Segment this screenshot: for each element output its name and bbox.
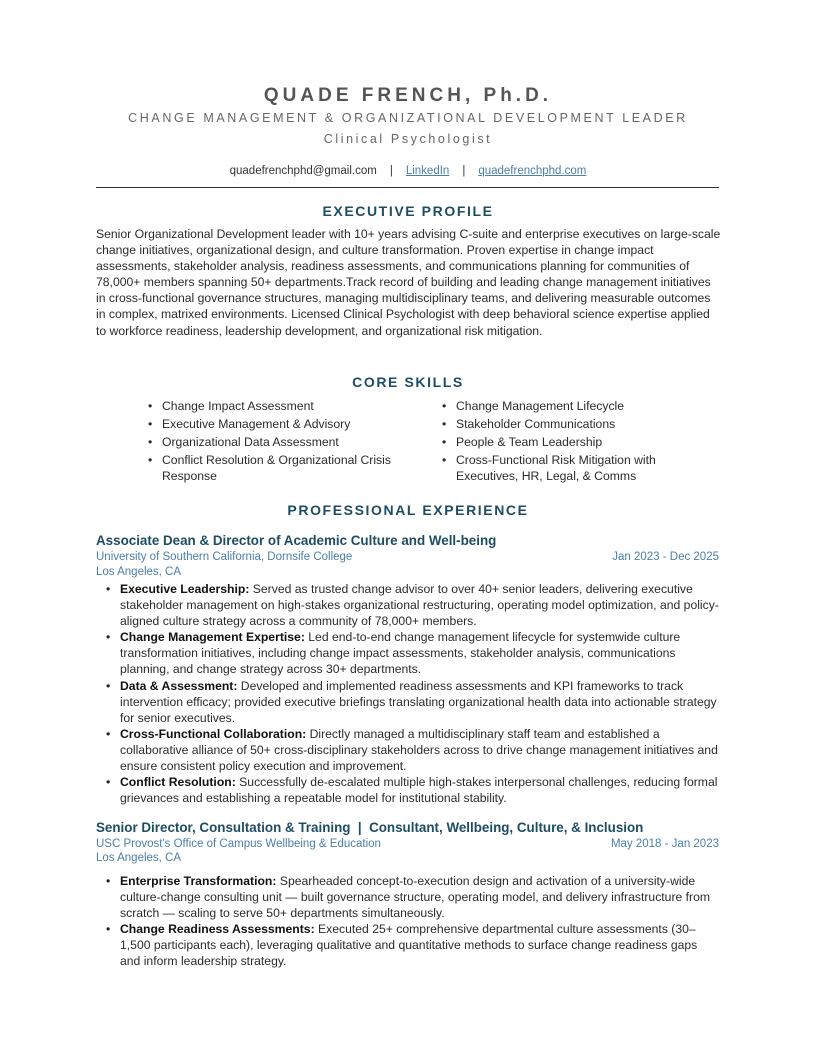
professional-headline: CHANGE MANAGEMENT & ORGANIZATIONAL DEVELOPMENT LEADER <box>128 111 688 125</box>
executive-profile-heading: EXECUTIVE PROFILE <box>322 203 494 219</box>
skill-item: • Cross-Functional Risk Mitigation with Executives, HR, Legal, & Comms <box>442 452 707 484</box>
bullet-label: Executive Leadership: <box>120 582 250 596</box>
header-divider <box>96 187 719 188</box>
candidate-name: QUADE FRENCH, Ph.D. <box>263 85 553 106</box>
bullet-text: Executed 25+ comprehensive departmental culture assessments (30–1,500 participants each), leveraging qualitative and quantitative methods to surface change readiness gaps and inform leadership strategy. <box>120 922 698 969</box>
skill-item: • Conflict Resolution & Organizational Crisis Response <box>148 452 398 484</box>
email-address: quadefrenchphd@gmail.com <box>229 165 377 177</box>
professional-subtitle: Clinical Psychologist <box>323 132 493 146</box>
bullet-label: Data & Assessment: <box>120 678 238 693</box>
contact-separator: | <box>389 165 393 177</box>
job-bullet <box>120 726 720 774</box>
skill-item: • Change Management Lifecycle <box>442 398 707 414</box>
job-location: Los Angeles, CA <box>96 852 182 864</box>
skill-item: • People & Team Leadership <box>442 434 707 450</box>
job-organization: University of Southern California, Dornsife College <box>96 551 353 563</box>
bullet-text: Served as trusted change advisor to over 40+ senior leaders, delivering executive stakeholder management on high-stakes organizational restructuring, operating model optimization, and policy-aligned culture strategy across a community of 78,000+ members. <box>120 582 719 629</box>
bullet-label: Cross-Functional Collaboration: <box>120 726 307 741</box>
job-dates: May 2018 - Jan 2023 <box>610 838 719 850</box>
bullet-text: Developed and implemented readiness assessments and KPI frameworks to track intervention efficacy; provided executive briefings translating organizational health data into actionable strategy for senior executives. <box>120 678 717 725</box>
skill-item: • Stakeholder Communications <box>442 416 707 432</box>
job-bullet <box>120 581 720 629</box>
bullet-label: Change Management Expertise: <box>120 630 305 645</box>
core-skills-left-list <box>148 398 398 486</box>
contact-line <box>0 165 816 177</box>
job-bullet <box>120 678 720 726</box>
job-organization: USC Provost's Office of Campus Wellbeing & Education <box>96 838 381 850</box>
job-location: Los Angeles, CA <box>96 566 182 578</box>
contact-separator: | <box>462 165 466 177</box>
job-bullet <box>120 873 720 921</box>
job-dates: Jan 2023 - Dec 2025 <box>612 551 719 563</box>
job-bullet-list <box>120 581 720 806</box>
bullet-text: Successfully de-escalated multiple high-stakes interpersonal challenges, reducing formal grievances and establishing a repeatable model for institutional stability. <box>120 775 718 806</box>
skill-item: • Executive Management & Advisory <box>148 416 398 432</box>
core-skills-right-list <box>442 398 707 486</box>
executive-profile-text: Senior Organizational Development leader with 10+ years advising C-suite and enterprise executives on large-scale change initiatives, organizational design, and culture transformation. Proven expertise in change impact assessments, stakeholder analysis, readiness assessments, and communications planning for communities of 78,000+ members spanning 50+ departments.Track record of building and leading change management initiatives in cross-functional governance structures, managing multidisciplinary teams, and delivering measurable outcomes in complex, matrixed environments. Licensed Clinical Psychologist with deep behavioral science expertise applied to workforce readiness, leadership development, and organizational risk mitigation. <box>96 227 721 338</box>
bullet-text: Spearheaded concept-to-execution design and activation of a university-wide culture-change consulting unit — built governance structure, operating model, and delivery infrastructure from scratch — scaling to serve 50+ departments simultaneously. <box>120 874 711 921</box>
job-bullet <box>120 629 720 677</box>
professional-experience-heading: PROFESSIONAL EXPERIENCE <box>287 502 529 518</box>
website-link[interactable]: quadefrenchphd.com <box>478 165 587 177</box>
job-title: Associate Dean & Director of Academic Culture and Well-being <box>96 533 497 548</box>
skill-item: • Organizational Data Assessment <box>148 434 398 450</box>
bullet-text: Led end-to-end change management lifecycle for systemwide culture transformation initiatives, including change impact assessments, stakeholder analysis, communications planning, and change strategy across 30+ departments. <box>120 630 681 677</box>
core-skills-heading: CORE SKILLS <box>352 374 464 390</box>
job-bullet-list <box>120 873 720 970</box>
skill-item: • Change Impact Assessment <box>148 398 398 414</box>
linkedin-link[interactable]: LinkedIn <box>405 165 450 177</box>
bullet-label: Change Readiness Assessments: <box>120 922 315 937</box>
bullet-text: Directly managed a multidisciplinary staff team and established a collaborative alliance of 50+ cross-disciplinary stakeholders across to drive change management initiatives and ensure consistent policy execution and improvement. <box>120 726 718 774</box>
job-title: Senior Director, Consultation & Training | Consultant, Wellbeing, Culture, & Inclusion <box>96 820 644 835</box>
bullet-label: Enterprise Transformation: <box>120 874 277 888</box>
bullet-label: Conflict Resolution: <box>120 775 236 790</box>
job-bullet <box>120 774 720 806</box>
job-bullet <box>120 921 720 969</box>
